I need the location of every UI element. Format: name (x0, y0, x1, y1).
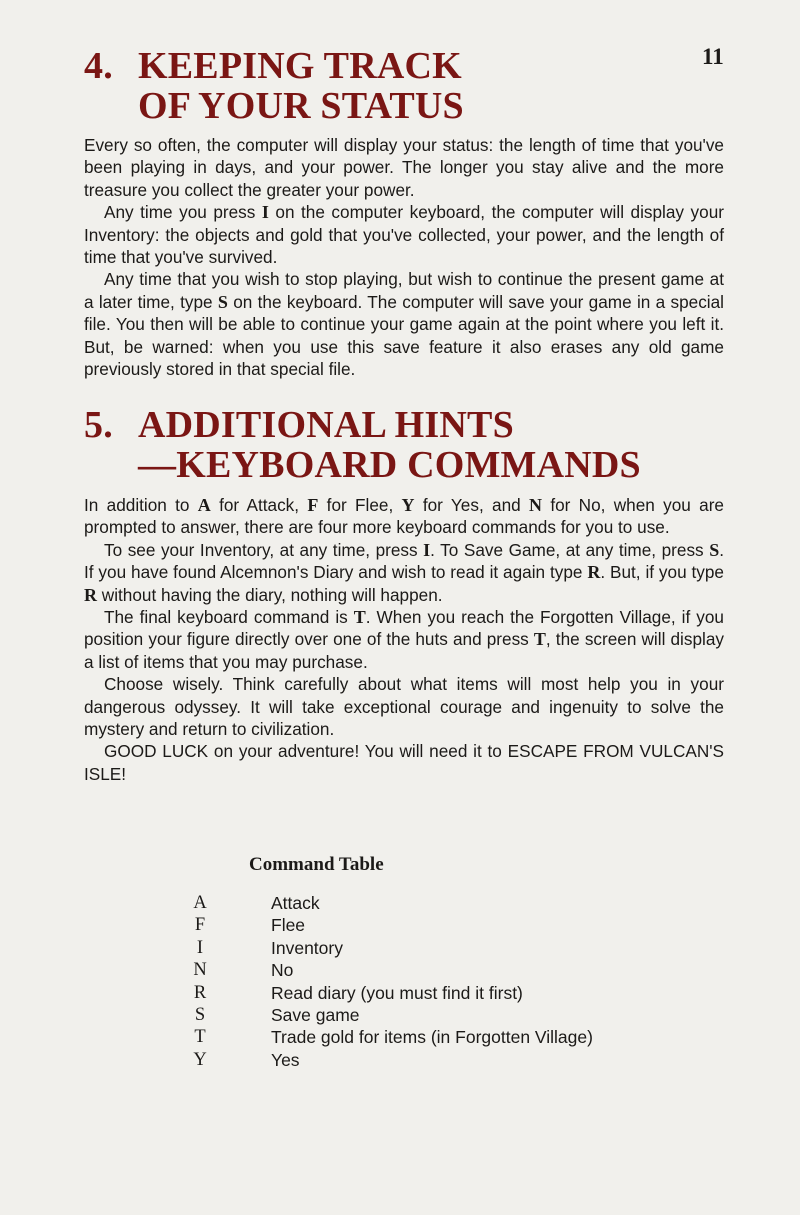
key-letter: S (217, 291, 228, 312)
key-letter: R (84, 584, 97, 605)
key-letter: I (261, 202, 269, 223)
section-5-title-line2: —KEYBOARD COMMANDS (138, 444, 641, 486)
key-letter: A (197, 495, 211, 515)
section-5-paragraph-4: Choose wisely. Think carefully about what items will most help you in your dangerous odyssey. It will take exceptional courage and ingenuity to solve the mystery and return to civilization. (84, 674, 724, 740)
command-description: Save game (271, 1005, 360, 1026)
section-5-paragraph-3 (84, 606, 724, 673)
text-run: In addition to (84, 495, 198, 515)
text-run: for Yes, and (414, 495, 530, 515)
command-row (186, 1026, 593, 1048)
key-letter: I (423, 539, 431, 560)
text-run: . If you have found Alcemnon's Diary and wish to read it again type (84, 539, 724, 583)
command-description: Read diary (you must find it first) (271, 982, 523, 1003)
section-5-body (84, 494, 724, 785)
command-key: Y (193, 1049, 207, 1070)
section-4-number: 4. (84, 45, 113, 87)
key-letter: F (307, 495, 319, 515)
section-4-heading (84, 46, 464, 126)
command-key: S (194, 1005, 206, 1026)
section-5-title-line1: ADDITIONAL HINTS (138, 404, 514, 446)
command-description: Trade gold for items (in Forgotten Village) (271, 1027, 593, 1048)
section-4-paragraph-3 (84, 268, 724, 380)
key-letter: R (587, 562, 601, 583)
command-row (186, 959, 593, 981)
section-4-paragraph-2 (84, 201, 724, 268)
command-key: N (193, 960, 207, 981)
section-4-paragraph-1: Every so often, the computer will display your status: the length of time that you've been playing in days, and your power. The longer you stay alive and the more treasure you collect the greater your power. (84, 135, 724, 200)
command-row (186, 892, 593, 914)
text-run: . To Save Game, at any time, press (430, 539, 710, 560)
command-key: A (193, 893, 207, 913)
command-description: Attack (271, 893, 320, 913)
text-run: for Attack, (210, 495, 308, 515)
command-description: No (271, 960, 294, 981)
text-run: The final keyboard command is (104, 607, 354, 628)
text-run: on the computer keyboard, the computer will display your Inventory: the objects and gold that you've collected, your power, and the length of time that you've survived. (84, 202, 724, 268)
key-letter: T (533, 629, 546, 650)
section-5-paragraph-5: GOOD LUCK on your adventure! You will need it to ESCAPE FROM VULCAN'S ISLE! (84, 741, 724, 784)
text-run: for No, when you are prompted to answer, there are four more keyboard commands for you to use. (84, 495, 724, 538)
key-letter: T (353, 607, 366, 628)
section-4-title-line1: KEEPING TRACK (138, 45, 462, 87)
command-table-title: Command Table (249, 854, 384, 875)
command-key: F (194, 915, 206, 936)
key-letter: S (709, 539, 720, 560)
command-key: R (193, 982, 207, 1003)
section-4-title-line2: OF YOUR STATUS (138, 85, 464, 127)
command-row (186, 1049, 593, 1071)
section-4-body (84, 134, 724, 380)
command-row (186, 982, 593, 1004)
section-5-heading (84, 405, 641, 485)
text-run: Any time you press (104, 202, 262, 223)
key-letter: Y (401, 495, 415, 515)
command-table (186, 892, 593, 1071)
command-description: Inventory (271, 937, 343, 958)
text-run: , the screen will display a list of items that you may purchase. (84, 629, 725, 672)
command-row (186, 914, 593, 936)
section-5-number: 5. (84, 404, 113, 446)
key-letter: N (529, 495, 543, 515)
section-5-paragraph-1 (84, 494, 724, 539)
command-description: Yes (271, 1049, 300, 1070)
section-5-paragraph-2 (84, 539, 724, 606)
command-key: I (196, 937, 204, 958)
text-run: for Flee, (318, 495, 402, 515)
text-run: without having the diary, nothing will happen. (97, 584, 443, 605)
command-row (186, 1004, 593, 1026)
command-row (186, 937, 593, 959)
text-run: . When you reach the Forgotten Village, if you position your figure directly over one of the huts and press (84, 607, 724, 650)
command-key: T (194, 1027, 206, 1048)
text-run: on the keyboard. The computer will save your game in a special file. You then will be able to continue your game again at the point where you left it. But, be warned: when you use this save feature it also erases any old game previously stored in that special file. (84, 291, 724, 380)
command-description: Flee (271, 915, 306, 936)
text-run: To see your Inventory, at any time, press (104, 539, 424, 560)
page-number: 11 (702, 44, 724, 69)
text-run: . But, if you type (600, 562, 724, 583)
text-run: Any time that you wish to stop playing, but wish to continue the present game at a later time, type (84, 269, 724, 312)
